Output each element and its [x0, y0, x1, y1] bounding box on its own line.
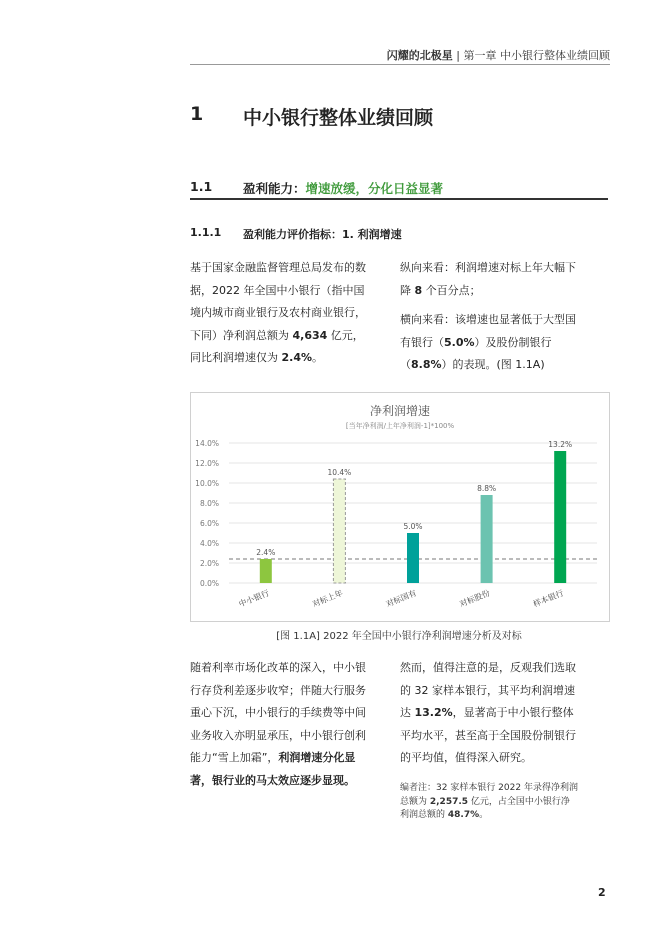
- text: 亿元，同比利润增速仅为: [190, 328, 364, 364]
- bold-value: 8: [414, 283, 423, 297]
- text: 。: [312, 351, 324, 364]
- y-tick-label: 2.0%: [199, 559, 219, 568]
- y-tick-label: 6.0%: [199, 519, 219, 528]
- bar: [333, 479, 345, 583]
- y-tick-label: 14.0%: [195, 439, 219, 448]
- page-number: 2: [598, 886, 606, 899]
- bold-value: 5.0%: [444, 335, 475, 349]
- header-brand: 闪耀的北极星: [386, 49, 453, 62]
- y-tick-label: 4.0%: [199, 539, 219, 548]
- text: 。: [479, 810, 489, 820]
- bold-value: 2.4%: [281, 351, 313, 364]
- bottom-right-paragraph: [400, 657, 580, 770]
- header-rule: [190, 64, 610, 65]
- data-label: 5.0%: [403, 522, 423, 531]
- text: 亿元，占全国中小银行净利润总额的: [400, 796, 570, 820]
- section-title-highlight: 增速放缓，分化日益显著: [305, 181, 444, 196]
- text: 随着利率市场化改革的深入，中小银行存贷利差逐步收窄；伴随大行服务重心下沉，中小银行的手续费等中间业务收入亦明显承压，中小银行创利能力“雪上加霜”，: [190, 661, 366, 764]
- bold-value: 48.7%: [447, 810, 480, 820]
- x-tick-label: 中小银行: [237, 588, 271, 609]
- data-label: 13.2%: [548, 440, 573, 449]
- text: 基于国家金融监督管理总局发布的数据，2022 年全国中小银行（指中国境内城市商业银行及农村商业银行，下同）净利润总额为: [190, 261, 366, 342]
- text: ，显著高于中小银行整体平均水平，甚至高于全国股份制银行的平均值，值得深入研究。: [400, 706, 576, 764]
- x-tick-label: 对标国有: [384, 588, 418, 609]
- figure-caption: [图 1.1A] 2022 年全国中小银行净利润增速分析及对标: [276, 631, 522, 642]
- bar: [481, 495, 493, 583]
- section-rule: [190, 198, 608, 200]
- chart-title: 净利润增速: [369, 404, 431, 418]
- bold-value: 8.8%: [411, 358, 442, 371]
- bar: [554, 451, 566, 583]
- bold-value: 2,257.5: [429, 796, 469, 807]
- bar-chart: [191, 393, 609, 621]
- data-label: 10.4%: [327, 468, 352, 477]
- text: 纵向来看：利润增速对标上年大幅下降: [400, 261, 576, 297]
- data-label: 2.4%: [256, 548, 276, 557]
- text: 横向来看：该增速也显著低于大型国有银行（: [400, 313, 576, 349]
- bold-text: 利润增速分化显著，银行业的马太效应逐步显现。: [190, 751, 356, 787]
- running-header: 闪耀的北极星 | 第一章 中小银行整体业绩回顾: [386, 49, 610, 62]
- y-tick-label: 8.0%: [199, 499, 219, 508]
- text: ）及股份制银行（: [400, 335, 552, 371]
- right-paragraph-1: [400, 257, 580, 302]
- y-tick-label: 10.0%: [195, 479, 219, 488]
- y-tick-label: 0.0%: [199, 579, 219, 588]
- bar: [260, 559, 272, 583]
- chapter-title: 中小银行整体业绩回顾: [243, 107, 434, 129]
- chart-subtitle: [当年净利润/上年净利润-1]*100%: [345, 422, 455, 430]
- x-tick-label: 对标股份: [458, 588, 492, 609]
- text: ）的表现。(图 1.1A): [441, 358, 545, 371]
- editor-note: [400, 782, 578, 823]
- section-title: [243, 179, 443, 197]
- section-title-prefix: 盈利能力：: [243, 181, 306, 196]
- subsection-number: 1.1.1: [190, 226, 222, 239]
- section-number: 1.1: [190, 179, 213, 194]
- y-tick-label: 12.0%: [195, 459, 219, 468]
- bottom-left-paragraph: [190, 657, 374, 792]
- header-chapter: 第一章 中小银行整体业绩回顾: [463, 49, 610, 62]
- bold-value: 13.2%: [414, 706, 453, 719]
- chart-container: [190, 392, 610, 622]
- subsection-title: 盈利能力评价指标：1. 利润增速: [243, 228, 402, 241]
- data-label: 8.8%: [477, 484, 497, 493]
- text: 然而，值得注意的是，反观我们选取的 32 家样本银行，其平均利润增速达: [400, 661, 576, 719]
- right-paragraph-2: [400, 309, 580, 377]
- text: 个百分点；: [422, 283, 481, 297]
- text: 编者注：32 家样本银行 2022 年录得净利润总额为: [400, 783, 578, 807]
- left-paragraph: [190, 257, 374, 370]
- x-tick-label: 对标上年: [311, 588, 345, 609]
- x-tick-label: 样本银行: [531, 588, 565, 609]
- bar: [407, 533, 419, 583]
- chapter-number: 1: [190, 103, 204, 125]
- bold-value: 4,634: [292, 328, 328, 342]
